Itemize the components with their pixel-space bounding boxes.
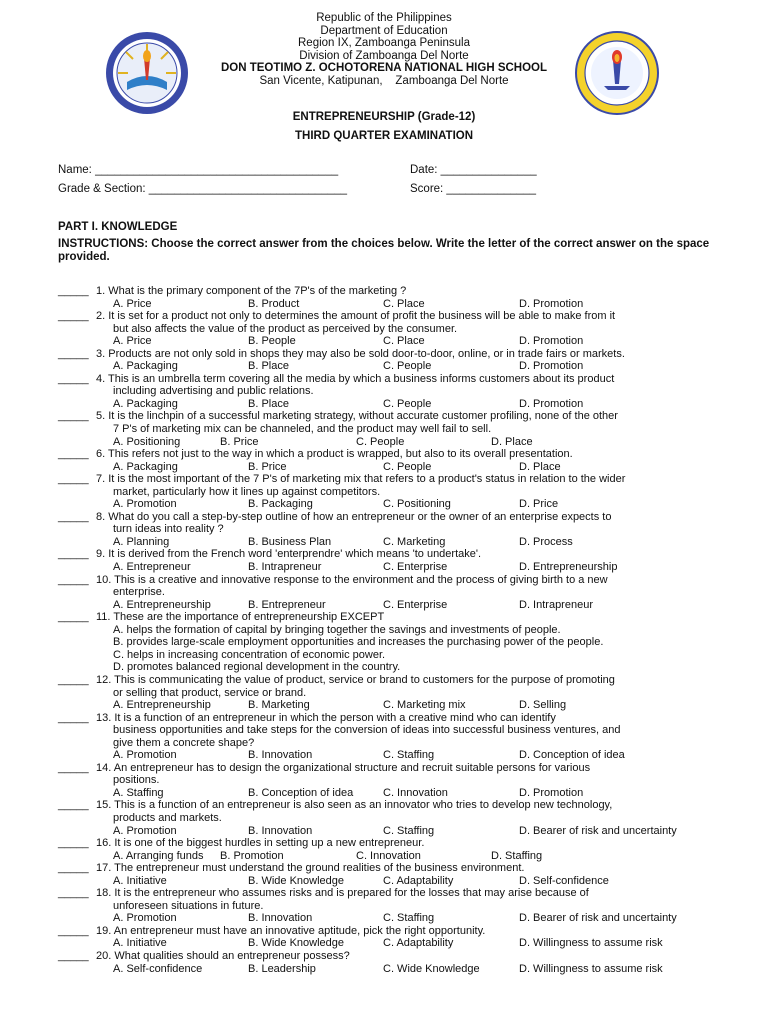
choice-option: C. Staffing — [383, 824, 435, 837]
question-text: 2. It is set for a product not only to determines the amount of profit the business will be able to make from it — [96, 310, 616, 323]
choice-option: B. Innovation — [248, 912, 313, 925]
name-field[interactable]: Name: ______________________________________ — [58, 164, 339, 176]
header-line: Republic of the Philippines — [316, 12, 452, 24]
choice-row — [58, 599, 722, 612]
header-line: Region IX, Zamboanga Peninsula — [298, 37, 470, 50]
choice-row — [58, 850, 722, 863]
answer-blank[interactable]: _____ — [58, 347, 89, 360]
answer-blank[interactable]: _____ — [58, 473, 89, 486]
choice-row — [58, 436, 722, 449]
answer-blank[interactable]: _____ — [58, 799, 89, 812]
answer-blank[interactable]: _____ — [58, 837, 89, 850]
question-text-continued: business opportunities and take steps for the conversion of ideas into successful business ventures, and — [113, 724, 621, 737]
answer-blank[interactable]: _____ — [58, 573, 89, 586]
question-item — [58, 674, 722, 712]
choice-option: C. Enterprise — [383, 598, 448, 611]
choice-row — [58, 825, 722, 838]
choice-option: A. Packaging — [113, 360, 178, 373]
choice-option: B. Innovation — [248, 749, 313, 762]
question-item — [58, 799, 722, 837]
answer-blank[interactable]: _____ — [58, 548, 89, 561]
choice-option: A. Packaging — [113, 460, 178, 473]
question-text: 6. This refers not just to the way in which a product is wrapped, but also to its overall presentation. — [96, 448, 573, 461]
choice-option: B. Wide Knowledge — [248, 937, 344, 950]
answer-blank[interactable]: _____ — [58, 448, 89, 461]
choice-option: B. Wide Knowledge — [248, 874, 344, 887]
choice-row — [58, 335, 722, 348]
choice-option: A. Promotion — [113, 498, 177, 511]
question-text: 9. It is derived from the French word 'enterprendre' which means 'to undertake'. — [96, 548, 482, 561]
question-text: 8. What do you call a step-by-step outline of how an entrepreneur or the owner of an enterprise expects to — [96, 510, 612, 523]
choice-option: B. Product — [248, 297, 300, 310]
answer-blank[interactable]: _____ — [58, 372, 89, 385]
choice-option: D. Bearer of risk and uncertainty — [519, 912, 677, 925]
question-text: 3. Products are not only sold in shops they may also be sold door-to-door, online, or in trade fairs or markets. — [96, 347, 625, 360]
answer-blank[interactable]: _____ — [58, 887, 89, 900]
choice-option: C. Wide Knowledge — [383, 962, 480, 975]
question-text-continued: unforeseen situations in future. — [113, 899, 264, 912]
choice-option: B. Price — [248, 460, 287, 473]
choice-option: C. People — [383, 397, 432, 410]
subject-title: ENTREPRENEURSHIP (Grade-12) — [292, 111, 476, 123]
choice-option: D. Intrapreneur — [519, 598, 593, 611]
question-text-continued: 7 P's of marketing mix can be channeled, and the product may well fail to sell. — [113, 423, 492, 436]
answer-blank[interactable]: _____ — [58, 761, 89, 774]
choice-option: C. Adaptability — [383, 874, 454, 887]
question-item — [58, 285, 722, 310]
choice-row — [58, 561, 722, 574]
question-item — [58, 410, 722, 448]
answer-blank[interactable]: _____ — [58, 924, 89, 937]
choice-option: A. Planning — [113, 535, 170, 548]
answer-blank[interactable]: _____ — [58, 949, 89, 962]
choice-row — [58, 749, 722, 762]
choice-option: A. Price — [113, 297, 152, 310]
question-text-continued: or selling that product, service or brand. — [113, 686, 307, 699]
question-text: 7. It is the most important of the 7 P's of marketing mix that refers to a product's status in relation to the wider — [96, 473, 626, 486]
answer-blank[interactable]: _____ — [58, 310, 89, 323]
question-item — [58, 611, 722, 674]
choice-option: D. Place — [491, 435, 533, 448]
choice-option: A. Self-confidence — [113, 962, 203, 975]
choice-row — [58, 699, 722, 712]
choice-option: A. Staffing — [113, 786, 164, 799]
choice-option: B. Business Plan — [248, 535, 332, 548]
choice-option: A. Initiative — [113, 937, 167, 950]
choice-option: C. helps in increasing concentration of economic power. — [113, 648, 386, 661]
question-text: 1. What is the primary component of the 7P's of the marketing ? — [96, 285, 407, 297]
question-text-continued: positions. — [113, 774, 160, 787]
answer-blank[interactable]: _____ — [58, 285, 89, 297]
choice-option: B. Conception of idea — [248, 786, 354, 799]
grade-section-field[interactable]: Grade & Section: _______________________________ — [58, 183, 348, 195]
question-text-continued: give them a concrete shape? — [113, 736, 255, 749]
question-text: 4. This is an umbrella term covering all the media by which a business informs customers about its product — [96, 372, 615, 385]
choice-option: A. Initiative — [113, 874, 167, 887]
question-item — [58, 348, 722, 373]
question-item — [58, 448, 722, 473]
choice-option: A. Promotion — [113, 912, 177, 925]
question-text-continued: turn ideas into reality ? — [113, 523, 224, 536]
choice-option: C. Enterprise — [383, 561, 448, 574]
choice-option: D. Promotion — [519, 397, 584, 410]
choice-option: C. People — [383, 460, 432, 473]
question-text-continued: enterprise. — [113, 586, 165, 599]
question-text: 20. What qualities should an entrepreneur possess? — [96, 949, 350, 962]
choice-option: D. Promotion — [519, 335, 584, 348]
question-item — [58, 925, 722, 950]
question-item — [58, 310, 722, 348]
question-item — [58, 887, 722, 925]
choice-row — [58, 875, 722, 888]
choice-option: D. Entrepreneurship — [519, 561, 618, 574]
header-line: Department of Education — [320, 24, 448, 37]
choice-option: D. Conception of idea — [519, 749, 625, 762]
choice-option: D. Selling — [519, 699, 567, 712]
choice-option: B. Leadership — [248, 962, 316, 975]
question-item — [58, 712, 722, 762]
question-text-continued: market, particularly how it lines up against competitors. — [113, 485, 381, 498]
choice-option: D. promotes balanced regional development in the country. — [113, 661, 401, 674]
choice-row — [58, 536, 722, 549]
choice-row — [58, 360, 722, 373]
choice-option: A. Price — [113, 335, 152, 348]
answer-blank[interactable]: _____ — [58, 862, 89, 875]
choice-option: D. Process — [519, 535, 573, 548]
choice-option: D. Self-confidence — [519, 874, 609, 887]
exam-title: THIRD QUARTER EXAMINATION — [294, 130, 474, 142]
choice-option: D. Promotion — [519, 786, 584, 799]
choice-option: B. Packaging — [248, 498, 313, 511]
question-text-continued: products and markets. — [113, 811, 222, 824]
choice-option: C. Place — [383, 297, 425, 310]
question-text: 5. It is the linchpin of a successful marketing strategy, without accurate customer profiling, none of the other — [96, 410, 618, 423]
choice-row — [58, 398, 722, 411]
choice-option: D. Price — [519, 498, 559, 511]
choice-option: B. provides large-scale employment opportunities and increases the purchasing power of the people. — [113, 636, 604, 649]
question-item — [58, 511, 722, 549]
question-item — [58, 762, 722, 800]
instructions: INSTRUCTIONS: Choose the correct answer from the choices below. Write the letter of the correct answer on the space provided. — [58, 238, 710, 263]
choice-option: B. Place — [248, 397, 289, 410]
question-text: 12. This is communicating the value of product, service or brand to customers for the purpose of promoting — [96, 673, 615, 686]
choice-option: C. People — [383, 360, 432, 373]
choice-option: D. Place — [519, 460, 561, 473]
choice-row — [58, 937, 722, 950]
choice-option: B. Price — [220, 435, 259, 448]
choice-option: A. Promotion — [113, 749, 177, 762]
choice-row — [58, 787, 722, 800]
question-text-continued: including advertising and public relations. — [113, 385, 314, 398]
question-text: 10. This is a creative and innovative response to the environment and the process of giving birth to a new — [96, 573, 608, 586]
part-heading: PART I. KNOWLEDGE — [58, 221, 178, 233]
question-item — [58, 950, 722, 975]
school-name: DON TEOTIMO Z. OCHOTORENA NATIONAL HIGH SCHOOL — [220, 62, 548, 75]
question-text: 18. It is the entrepreneur who assumes risks and is prepared for the losses that may arise because of — [96, 887, 589, 900]
exam-titles — [0, 108, 768, 146]
question-item — [58, 574, 722, 612]
choice-option: D. Willingness to assume risk — [519, 937, 663, 950]
school-address: San Vicente, Katipunan, Zamboanga Del Norte — [259, 74, 509, 87]
question-item — [58, 548, 722, 573]
choice-option: B. Innovation — [248, 824, 313, 837]
choice-option: A. Positioning — [113, 435, 181, 448]
choice-option: C. Marketing — [383, 535, 446, 548]
question-text: 19. An entrepreneur must have an innovative aptitude, pick the right opportunity. — [96, 924, 486, 937]
answer-blank[interactable]: _____ — [58, 510, 89, 523]
choice-option: A. Entrepreneur — [113, 561, 191, 574]
question-text: 11. These are the importance of entrepreneurship EXCEPT — [96, 611, 385, 624]
question-item — [58, 837, 722, 862]
choice-option: B. Promotion — [220, 849, 284, 862]
choice-option: A. Entrepreneurship — [113, 699, 211, 712]
choice-row — [58, 461, 722, 474]
choice-option: A. Entrepreneurship — [113, 598, 211, 611]
question-text: 14. An entrepreneur has to design the organizational structure and recruit suitable persons for various — [96, 761, 591, 774]
question-text: 17. The entrepreneur must understand the ground realities of the business environment. — [96, 862, 525, 875]
question-list — [58, 285, 722, 975]
choice-option: A. helps the formation of capital by bringing together the savings and investments of people. — [113, 623, 561, 636]
question-item — [58, 862, 722, 887]
choice-row — [58, 963, 722, 976]
question-text: 13. It is a function of an entrepreneur in which the person with a creative mind who can identify — [96, 711, 556, 724]
choice-option: D. Promotion — [519, 297, 584, 310]
choice-option: B. Intrapreneur — [248, 561, 322, 574]
choice-option: C. Staffing — [383, 749, 435, 762]
answer-blank[interactable]: _____ — [58, 611, 89, 624]
choice-option: B. People — [248, 335, 296, 348]
choice-option: B. Entrepreneur — [248, 598, 326, 611]
choice-option: B. Place — [248, 360, 289, 373]
score-field[interactable]: Score: ______________ — [410, 183, 536, 195]
choice-option: A. Promotion — [113, 824, 177, 837]
answer-blank[interactable]: _____ — [58, 711, 89, 724]
student-fields — [58, 164, 718, 202]
question-item — [58, 473, 722, 511]
choice-option: D. Promotion — [519, 360, 584, 373]
choice-option: C. Place — [383, 335, 425, 348]
question-item — [58, 373, 722, 411]
choice-option: D. Willingness to assume risk — [519, 962, 663, 975]
choice-option: B. Marketing — [248, 699, 310, 712]
choice-row — [58, 912, 722, 925]
date-field[interactable]: Date: _______________ — [410, 164, 537, 176]
question-text: 16. It is one of the biggest hurdles in setting up a new entrepreneur. — [96, 837, 425, 850]
choice-option: A. Packaging — [113, 397, 178, 410]
choice-option: C. Innovation — [356, 849, 421, 862]
choice-option: D. Staffing — [491, 849, 543, 862]
question-text-continued: but also affects the value of the product as perceived by the consumer. — [113, 322, 458, 335]
choice-row — [58, 498, 722, 511]
letterhead — [0, 12, 768, 88]
answer-blank[interactable]: _____ — [58, 673, 89, 686]
choice-option: C. People — [356, 435, 405, 448]
choice-option: A. Arranging funds — [113, 849, 204, 862]
choice-option: C. Staffing — [383, 912, 435, 925]
choice-option: C. Innovation — [383, 786, 448, 799]
header-line: Division of Zamboanga Del Norte — [299, 49, 469, 62]
question-text: 15. This is a function of an entrepreneur is also seen as an innovator who tries to develop new technology, — [96, 799, 613, 812]
choice-option: D. Bearer of risk and uncertainty — [519, 824, 677, 837]
choice-option: C. Marketing mix — [383, 699, 466, 712]
choice-option: C. Adaptability — [383, 937, 454, 950]
choice-row — [58, 298, 722, 311]
answer-blank[interactable]: _____ — [58, 410, 89, 423]
choice-option: C. Positioning — [383, 498, 451, 511]
